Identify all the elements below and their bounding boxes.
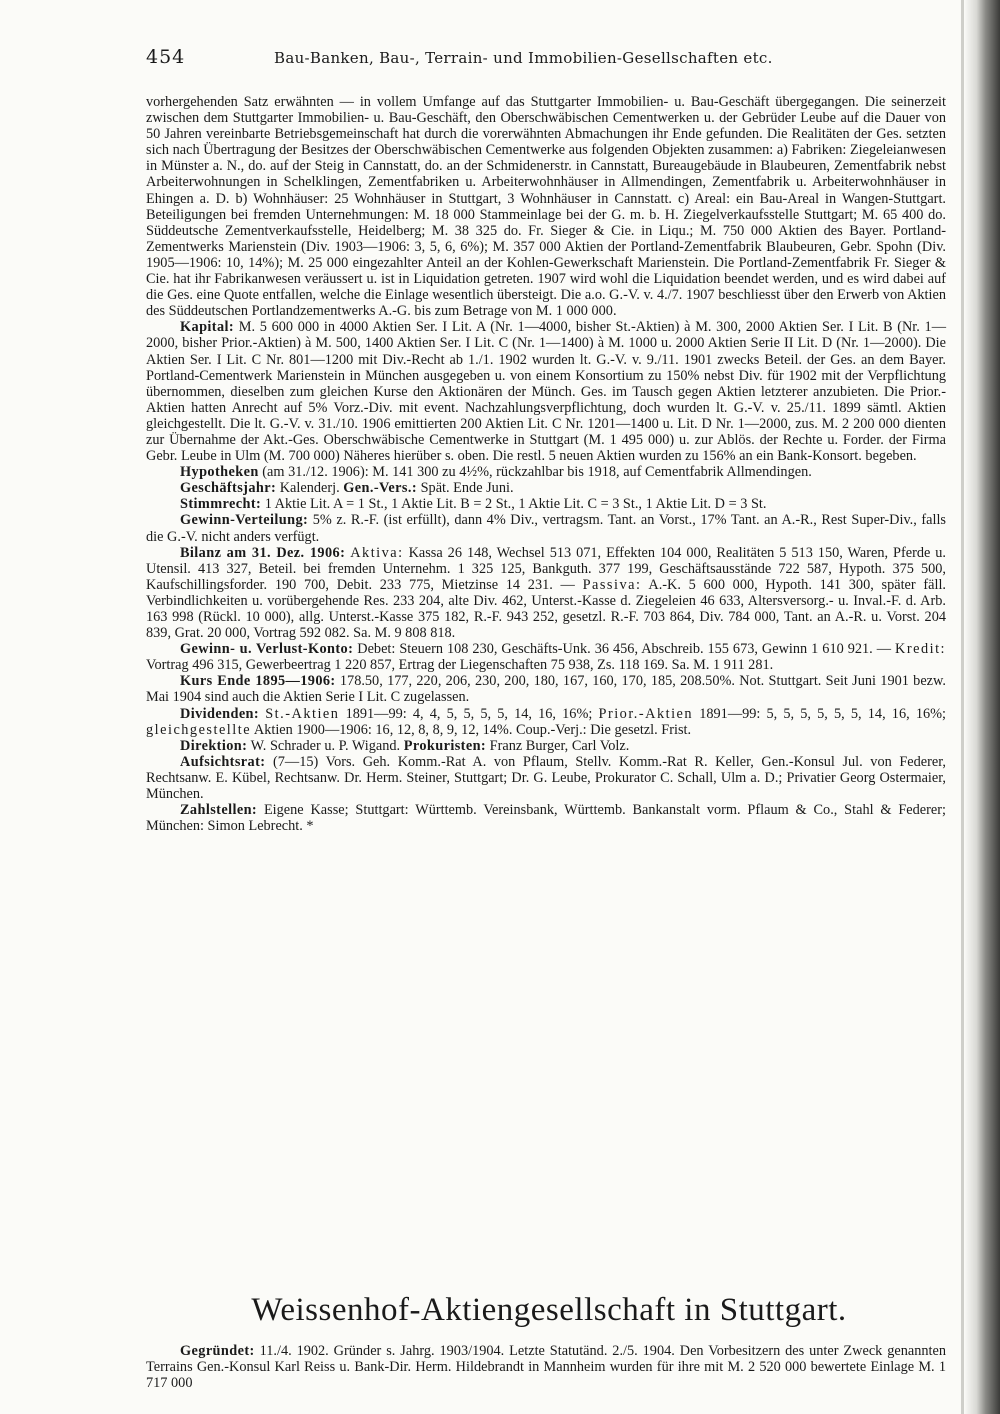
debet-label: Debet: <box>357 641 396 658</box>
aufsichtsrat-text: (7—15) Vors. Geh. Komm.-Rat A. von Pflaum, Stellv. Komm.-Rat R. Keller, Gen.-Konsul Jul. von Federer, Rechtsanw. E. Kübel, Rechtsanw. Dr. Herm. Steiner, Stuttgart; Dr. G. Leube, Prokurator C. Schall, Ulm a. D.; Privatier Georg Ostermaier, München. <box>146 753 946 803</box>
intro-paragraph: vorhergehenden Satz erwähnten — in vollem Umfange auf das Stuttgarter Immobilien- u. Bau-Geschäft übergegangen. Die seinerzeit zwischen dem Stuttgarter Immobilien- u. Bau-Geschäft, den Oberschwäbischen Cementwerken u. der Gebrüder Leube auf die Dauer von 50 Jahren vereinbarte Betriebsgemeinschaft hat durch die vorerwähnten Abmachungen ihr Ende gefunden. Die Realitäten der Ges. setzten sich nach Übertragung der Besitzes der Oberschwäbischen Cementwerke aus folgenden Objekten zusammen: a) Fabriken: Ziegeleianwesen in Münster a. N., do. auf der Steig in Cannstatt, do. an der Schmidenerstr. in Cannstatt, Bureaugebäude in Blaubeuren, Zementfabrik nebst Arbeiterwohnungen in Schelklingen, Zementfabriken u. Arbeiterwohnhäuser in Allmendingen, Zementfabrik u. Arbeiterwohnhäuser in Ehingen a. D. b) Wohnhäuser: 25 Wohnhäuser in Stuttgart, 3 Wohnhäuser in Cannstatt. c) Areal: ein Bau-Areal in Wangen-Stuttgart. Beteiligungen bei fremden Unternehmungen: M. 18 000 Stammeinlage bei der G. m. b. H. Ziegelverkaufsstelle Stuttgart; M. 65 400 do. Süddeutsche Zementverkaufsstelle, Heidelberg; M. 38 325 do. Fr. Sieger & Cie. in Liqu.; M. 750 000 Aktien des Bayer. Portland-Zementwerks Marienstein (Div. 1903—1906: 3, 5, 6, 6%); M. 357 000 Aktien der Portland-Zementfabrik Blaubeuren, Gebr. Spohn (Div. 1905—1906: 10, 14%); M. 25 000 eingezahlter Anteil an der Kohlen-Gewerkschaft Marienstein. Die Portland-Zementfabrik Fr. Sieger & Cie. hat ihr Fabrikanwesen veräussert u. ist in Liquidation getreten. 1907 wird wohl die Liquidation beendet werden, und es wird dabei auf die Ges. eine Quote entfallen, welche die Einlage wesentlich übersteigt. Die a.o. G.-V. v. 4./7. 1907 beschliesst über den Erwerb von Aktien des Süddeutschen Portlandzementwerks A.-G. bis zum Betrage von M. 1 000 000. <box>146 94 946 320</box>
aktiva-text: Kassa 26 148, Wechsel 513 071, Effekten 104 000, Realitäten 5 513 150, Waren, Pferde u. Utensil. 413 327, Beteil. bei fremden Unternehm. 1 325 125, Bankguth. 377 199, Geschäftsausstände 722 587, Hypoth. 375 500, Kaufschillingsforder. 190 700, Debit. 233 775, Mietzinse 14 231. — <box>146 544 947 593</box>
gen-vers-text: Spät. Ende Juni. <box>420 480 514 497</box>
stimmrecht-label: Stimmrecht: <box>180 496 262 513</box>
hypotheken-label: Hypotheken <box>180 464 259 481</box>
hypotheken-entry <box>146 464 946 480</box>
gewinn-verteilung-entry <box>146 512 946 544</box>
bilanz-label: Bilanz am 31. Dez. 1906: <box>180 544 346 561</box>
geschaeftsjahr-entry <box>146 480 946 496</box>
direktion-label: Direktion: <box>180 737 248 754</box>
page-header <box>146 46 952 72</box>
aufsichtsrat-label: Aufsichtsrat: <box>180 753 266 770</box>
kredit-label: Kredit: <box>895 641 947 658</box>
kurs-entry <box>146 673 946 705</box>
gegruendet-label: Gegründet: <box>180 1343 255 1359</box>
gen-vers-label: Gen.-Vers.: <box>343 480 418 497</box>
zahlstellen-text: Eigene Kasse; Stuttgart: Württemb. Vereinsbank, Württemb. Bankanstalt vorm. Pflaum & Co., Stahl & Federer; München: Simon Lebrecht. <box>146 802 946 835</box>
book-binding-shadow <box>964 0 1000 1414</box>
next-company-text <box>146 1343 946 1391</box>
bilanz-entry <box>146 545 946 642</box>
gewinn-verlust-entry <box>146 641 946 673</box>
prior-aktien-text: 1891—99: 5, 5, 5, 5, 5, 5, 14, 16, 16%; <box>699 705 946 722</box>
gewinn-verteilung-label: Gewinn-Verteilung: <box>180 512 309 529</box>
kurs-text: 178.50, 177, 220, 206, 230, 200, 180, 167, 160, 170, 185, 208.50%. Not. Stuttgart. Seit Juni 1901 bezw. Mai 1904 sind auch die Aktien Serie I Lit. C zugelassen. <box>146 673 946 706</box>
st-aktien-text: 1891—99: 4, 4, 5, 5, 5, 5, 14, 16, 16%; <box>345 705 593 722</box>
aufsichtsrat-entry <box>146 754 946 802</box>
dividenden-label: Dividenden: <box>180 705 260 722</box>
gegruendet-text: 11./4. 1902. Gründer s. Jahrg. 1903/1904. Letzte Statutänd. 2./5. 1904. Den Vorbesitzern des unter Zweck genannten Terrains Gen.-Konsul Karl Reiss u. Bank-Dir. Herm. Hildebrandt in Mannheim wurden für ihre mit M. 2 520 000 bewertete Einlage M. 1 717 000 <box>146 1343 947 1392</box>
gewinn-verlust-label: Gewinn- u. Verlust-Konto: <box>180 641 354 658</box>
gegruendet-entry <box>146 1343 946 1391</box>
stimmrecht-entry <box>146 496 946 512</box>
direktion-entry <box>146 738 946 754</box>
debet-text: Steuern 108 230, Geschäfts-Unk. 36 456, Abschreib. 155 673, Gewinn 1 610 921. — <box>399 641 892 658</box>
gleichgestellte-label: gleichgestellte <box>146 721 252 738</box>
prokuristen-label: Prokuristen: <box>403 737 487 754</box>
company-heading: Weissenhof-Aktiengesellschaft in Stuttgart. <box>251 1292 847 1328</box>
running-title: Bau-Banken, Bau-, Terrain- und Immobilien-Gesellschaften etc. <box>274 49 773 67</box>
kredit-text: Vortrag 496 315, Gewerbeertrag 1 220 857, Ertrag der Liegenschaften 75 938, Zs. 118 169. Sa. M. 1 911 281. <box>146 657 774 674</box>
gewinn-verteilung-text: 5% z. R.-F. (ist erfüllt), dann 4% Div., vertragsm. Tant. an Vorst., 17% Tant. an A.-R., Rest Super-Div., falls die G.-V. nicht anders verfügt. <box>146 512 946 545</box>
kurs-label: Kurs Ende 1895—1906: <box>180 673 336 690</box>
st-aktien-label: St.-Aktien <box>265 705 340 722</box>
geschaeftsjahr-text: Kalenderj. <box>279 480 340 497</box>
prior-aktien-label: Prior.-Aktien <box>598 705 694 722</box>
main-text-block <box>146 94 946 834</box>
stimmrecht-text: 1 Aktie Lit. A = 1 St., 1 Aktie Lit. B = 2 St., 1 Aktie Lit. C = 3 St., 1 Aktie Lit. D = 3 St. <box>264 496 767 513</box>
hypotheken-text: (am 31./12. 1906): M. 141 300 zu 4½%, rückzahlbar bis 1918, auf Cementfabrik Allmendingen. <box>262 464 812 481</box>
direktion-text: W. Schrader u. P. Wigand. <box>250 737 401 754</box>
passiva-label: Passiva: <box>582 576 642 593</box>
prokuristen-text: Franz Burger, Carl Volz. <box>489 737 630 754</box>
kapital-entry <box>146 319 946 464</box>
passiva-text: A.-K. 5 600 000, Hypoth. 141 300, später fäll. Verbindlichkeiten u. vorübergehende Res. 233 204, alte Div. 462, Unterst.-Kasse d. Ziegeleien 46 633, Altersversorg.- u. Inval.-F. d. Arb. 163 998 (Rückl. 10 000), allg. Unterst.-Kasse 375 182, R.-F. 943 252, gesetzl. R.-F. 703 864, Div. 784 000, Tant. an A.-R. u. Vorst. 204 839, Grat. 20 000, Vortrag 592 082. Sa. M. 9 808 818. <box>146 576 946 642</box>
page-number: 454 <box>146 46 186 68</box>
end-of-entry-mark: * <box>306 818 314 835</box>
aktiva-label: Aktiva: <box>350 544 404 561</box>
zahlstellen-entry <box>146 802 946 834</box>
geschaeftsjahr-label: Geschäftsjahr: <box>180 480 277 497</box>
kapital-text: M. 5 600 000 in 4000 Aktien Ser. I Lit. A (Nr. 1—4000, bisher St.-Aktien) à M. 300, 2000 Aktien Ser. I Lit. B (Nr. 1—2000, bisher Prior.-Aktien) à M. 500, 1400 Aktien Ser. I Lit. C (Nr. 1—1400) à M. 1000 u. 2000 Aktien Serie II Lit. D (Nr. 1—2000). Die Aktien Ser. I Lit. C Nr. 801—1200 mit Div.-Recht ab 1./1. 1902 wurden lt. G.-V. v. 9./11. 1901 zwecks Beteil. der Ges. an dem Bayer. Portland-Cementwerk Marienstein in München ausgegeben u. von einem Konsortium zu 150% nebst Div. für 1902 mit der Verpflichtung übernommen, dieselben zum gleichen Kurse den Aktionären der Münch. Ges. im Tausch gegen Aktien letzterer anzubieten. Die Prior.-Aktien hatten Anrecht auf 5% Vorz.-Div. mit event. Nachzahlungsverpflichtung, doch wurden lt. G.-V. v. 25./11. 1899 sämtl. Aktien gleichgestellt. Die lt. G.-V. v. 31./10. 1906 emittierten 200 Aktien Lit. C Nr. 1201—1400 u. Lit. D Nr. 1—2000, zus. M. 2 200 000 dienten zur Übernahme der Akt.-Ges. Oberschwäbische Cementwerke in Stuttgart (M. 1 495 000) u. zur Ablös. der Rechte u. Forder. der Firma Gebr. Leube in Ulm (M. 700 000) Näheres hierüber s. oben. Die restl. 5 neuen Aktien wurden zu 156% an ein Bank-Konsort. begeben. <box>146 319 946 465</box>
kapital-label: Kapital: <box>180 319 235 336</box>
gleichgestellte-text: Aktien 1900—1906: 16, 12, 8, 8, 9, 12, 14%. Coup.-Verj.: Die gesetzl. Frist. <box>253 721 692 738</box>
zahlstellen-label: Zahlstellen: <box>180 802 258 819</box>
dividenden-entry <box>146 706 946 738</box>
